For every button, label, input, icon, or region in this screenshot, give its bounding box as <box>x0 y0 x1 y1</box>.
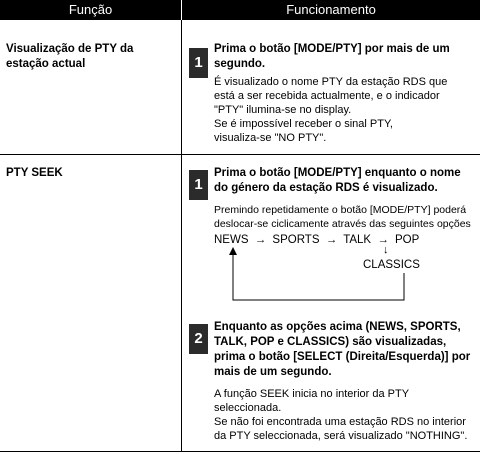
row-separator <box>0 154 480 155</box>
column-divider <box>181 155 182 451</box>
pty-option-sports: SPORTS <box>272 234 320 246</box>
description-line: seleccionada. <box>214 402 282 414</box>
step-number: 1 <box>189 48 208 78</box>
right-arrow-icon: → <box>254 234 267 246</box>
right-arrow-icon: → <box>377 234 389 246</box>
description-line: Se é impossível receber o sinal PTY, <box>214 118 393 130</box>
description-line: da PTY seleccionada, será visualizado "NOTHING". <box>214 430 468 442</box>
step-title: Prima o botão [MODE/PTY] por mais de um segundo. <box>214 43 450 70</box>
step-number: 1 <box>189 170 208 200</box>
column-divider <box>181 20 182 154</box>
step-description <box>214 387 478 443</box>
description-line: está a ser recebida actualmente, e o indicador <box>214 90 440 102</box>
right-arrow-icon: → <box>325 234 338 246</box>
step-description <box>214 203 480 231</box>
step-title: Prima o botão [MODE/PTY] enquanto o nome do género da estação RDS é visualizado. <box>214 167 461 194</box>
pty-cycle-sequence <box>214 233 422 247</box>
pty-option-classics: CLASSICS <box>363 259 420 271</box>
description-line: "PTY" ilumina-se no display. <box>214 104 352 116</box>
pty-option-talk: TALK <box>343 234 372 246</box>
header-function: Função <box>0 0 181 20</box>
header-operation: Funcionamento <box>182 0 480 20</box>
step-title: Enquanto as opções acima (NEWS, SPORTS, TALK, POP e CLASSICS) são visualizadas, prima o botão [SELECT (Direita/Esquerda)] por mais de um segundo. <box>214 321 471 378</box>
description-line: É visualizado o nome PTY da estação RDS que <box>214 76 448 88</box>
function-label-pty-seek: PTY SEEK <box>6 167 63 179</box>
pty-option-news: NEWS <box>214 234 249 246</box>
description-line: A função SEEK inicia no interior da PTY <box>214 388 410 400</box>
cycle-loop-arrow-icon <box>228 247 412 301</box>
down-arrow-icon: ↓ <box>383 244 389 256</box>
description-line: Se não foi encontrada uma estação RDS no interior <box>214 416 466 428</box>
function-label-current-pty: Visualização de PTY da estação actual <box>6 43 134 70</box>
description-line: Premindo repetidamente o botão [MODE/PTY] poderá <box>214 204 467 216</box>
description-line: deslocar-se ciclicamente através das seguintes opções <box>214 218 471 230</box>
step-description <box>214 75 478 145</box>
row-separator <box>0 451 480 452</box>
pty-option-pop: POP <box>395 234 420 246</box>
description-line: visualiza-se "NO PTY". <box>214 132 327 144</box>
step-number: 2 <box>189 324 208 354</box>
